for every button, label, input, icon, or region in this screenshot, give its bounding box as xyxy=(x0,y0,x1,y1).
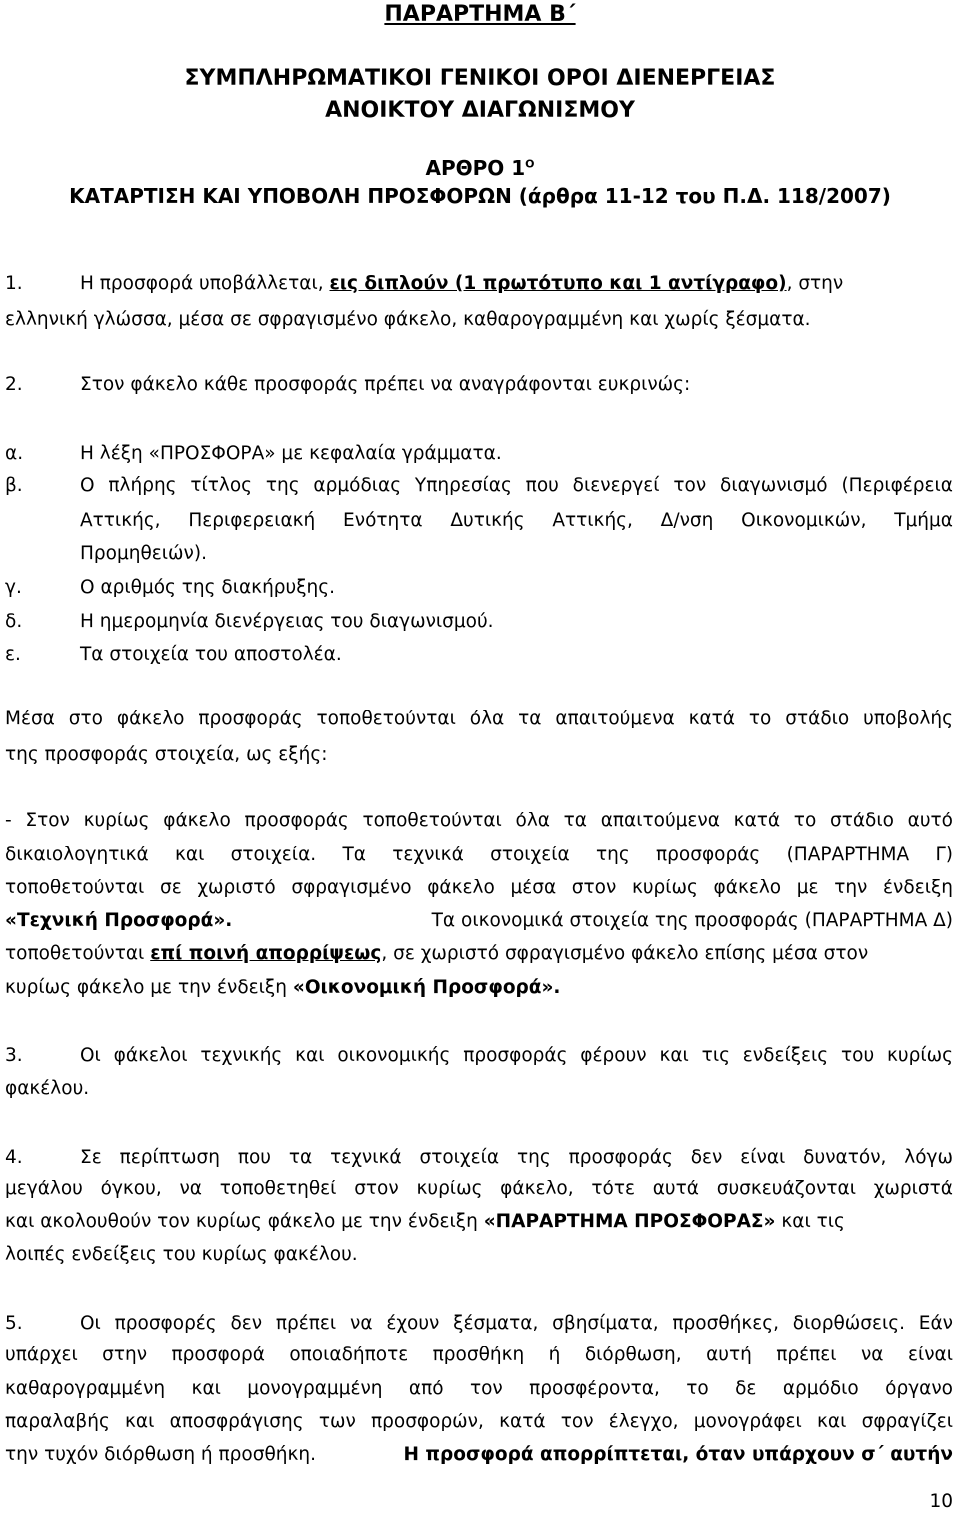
main-envelope-line-4 xyxy=(5,912,953,931)
paragraph-1-text-c: , στην xyxy=(786,273,844,294)
paragraph-2-text: Στον φάκελο κάθε προσφοράς πρέπει να αναγράφονται ευκρινώς: xyxy=(80,374,691,395)
paragraph-5-line-5-a: την τυχόν διόρθωση ή προσθήκη. xyxy=(5,1444,317,1465)
main-envelope-line-4-rest: Τα οικονομικά στοιχεία της προσφοράς (ΠΑΡΑΡΤΗΜΑ Δ) xyxy=(431,910,953,931)
main-envelope-line-1: - Στον κυρίως φάκελο προσφοράς τοποθετούνται όλα τα απαιτούμενα κατά το στάδιο αυτό xyxy=(5,812,953,831)
list-item-label: ε. xyxy=(5,644,21,665)
list-item-text: Τα στοιχεία του αποστολέα. xyxy=(80,644,342,665)
article-label: ΑΡΘΡΟ 1 xyxy=(425,156,526,180)
paragraph-5-line-5 xyxy=(5,1446,953,1465)
inside-envelope-line-1: Μέσα στο φάκελο προσφοράς τοποθετούνται όλα τα απαιτούμενα κατά το στάδιο υποβολής xyxy=(5,710,953,729)
paragraph-3-line-2: φακέλου. xyxy=(5,1078,90,1099)
paragraph-3-line-1: Οι φάκελοι τεχνικής και οικονομικής προσφοράς φέρουν και τις ενδείξεις του κυρίως xyxy=(80,1045,953,1066)
main-title-line-1: ΣΥΜΠΛΗΡΩΜΑΤΙΚΟΙ ΓΕΝΙΚΟΙ ΟΡΟΙ ΔΙΕΝΕΡΓΕΙΑΣ xyxy=(184,66,776,91)
list-item-text: Η λέξη «ΠΡΟΣΦΟΡΑ» με κεφαλαία γράμματα. xyxy=(80,443,502,464)
list-item-text: Ο αριθμός της διακήρυξης. xyxy=(80,577,336,598)
main-title-line-2: ΑΝΟΙΚΤΟΥ ΔΙΑΓΩΝΙΣΜΟΥ xyxy=(325,98,635,123)
main-envelope-line-5-a: τοποθετούνται xyxy=(5,943,145,964)
article-subtitle: ΚΑΤΑΡΤΙΣΗ ΚΑΙ ΥΠΟΒΟΛΗ ΠΡΟΣΦΟΡΩΝ (άρθρα 11-12 του Π.Δ. 118/2007) xyxy=(69,184,891,208)
paragraph-1-number: 1. xyxy=(5,273,23,294)
paragraph-4-line-1: Σε περίπτωση που τα τεχνικά στοιχεία της προσφοράς δεν είναι δυνατόν, λόγω xyxy=(80,1147,953,1168)
article-superscript: Ο xyxy=(525,157,535,171)
financial-offer-label: «Οικονομική Προσφορά». xyxy=(292,977,561,998)
paragraph-4-line-3 xyxy=(5,1213,953,1232)
list-item-label: β. xyxy=(5,475,23,496)
paragraph-5-line-3: καθαρογραμμένη και μονογραμμένη από τον προσφέροντα, το δε αρμόδιο όργανο xyxy=(5,1380,953,1399)
main-envelope-line-5 xyxy=(5,945,953,964)
technical-offer-label: «Τεχνική Προσφορά». xyxy=(5,910,233,931)
paragraph-5-number: 5. xyxy=(5,1313,23,1334)
paragraph-2-number: 2. xyxy=(5,374,23,395)
main-envelope-line-6-a: κυρίως φάκελο με την ένδειξη xyxy=(5,977,287,998)
list-item-text: Προμηθειών). xyxy=(80,543,207,564)
main-envelope-line-5-rest: , σε χωριστό σφραγισμένο φάκελο επίσης μέσα στον xyxy=(381,943,869,964)
paragraph-4-line-2: μεγάλου όγκου, να τοποθετηθεί στον κυρίως φάκελο, τότε αυτά συσκευάζονται χωριστά xyxy=(5,1180,953,1199)
list-item-text: Η ημερομηνία διενέργειας του διαγωνισμού. xyxy=(80,611,494,632)
paragraph-5-line-2: υπάρχει στην προσφορά οποιαδήποτε προσθήκη ή διόρθωση, αυτή πρέπει να είναι xyxy=(5,1346,953,1365)
paragraph-1-line-1 xyxy=(80,273,953,294)
list-item-label: α. xyxy=(5,443,24,464)
paragraph-1-text-a: Η προσφορά υποβάλλεται, xyxy=(80,273,324,294)
list-item-text: Αττικής, Περιφερειακή Ενότητα Δυτικής Αττικής, Δ/νση Οικονομικών, Τμήμα xyxy=(80,510,953,531)
paragraph-1-emphasis: εις διπλούν (1 πρωτότυπο και 1 αντίγραφο) xyxy=(329,273,787,294)
penalty-emphasis: επί ποινή απορρίψεως xyxy=(150,943,382,964)
paragraph-4-line-4: λοιπές ενδείξεις του κυρίως φακέλου. xyxy=(5,1244,358,1265)
main-envelope-line-2: δικαιολογητικά και στοιχεία. Τα τεχνικά στοιχεία της προσφοράς (ΠΑΡΑΡΤΗΜΑ Γ) xyxy=(5,846,953,865)
paragraph-4-number: 4. xyxy=(5,1147,23,1168)
main-envelope-line-6 xyxy=(5,979,953,998)
paragraph-4-line-3-rest: και τις xyxy=(781,1211,845,1232)
list-item-text: Ο πλήρης τίτλος της αρμόδιας Υπηρεσίας που διενεργεί τον διαγωνισμό (Περιφέρεια xyxy=(80,475,953,496)
paragraph-3-number: 3. xyxy=(5,1045,23,1066)
rejection-clause: Η προσφορά απορρίπτεται, όταν υπάρχουν σ΄ αυτήν xyxy=(403,1444,953,1465)
list-item-label: δ. xyxy=(5,611,23,632)
inside-envelope-line-2: της προσφοράς στοιχεία, ως εξής: xyxy=(5,744,328,765)
paragraph-5-line-4: παραλαβής και αποσφράγισης των προσφορών, κατά τον έλεγχο, μονογράφει και σφραγίζει xyxy=(5,1413,953,1432)
paragraph-1-line-2: ελληνική γλώσσα, μέσα σε σφραγισμένο φάκελο, καθαρογραμμένη και χωρίς ξέσματα. xyxy=(5,309,811,330)
list-item-label: γ. xyxy=(5,577,22,598)
article-heading xyxy=(0,156,960,180)
paragraph-5-line-1: Οι προσφορές δεν πρέπει να έχουν ξέσματα, σβησίματα, προσθήκες, διορθώσεις. Εάν xyxy=(80,1313,953,1334)
appendix-offer-label: «ΠΑΡΑΡΤΗΜΑ ΠΡΟΣΦΟΡΑΣ» xyxy=(483,1211,776,1232)
paragraph-4-line-3-a: και ακολουθούν τον κυρίως φάκελο με την ένδειξη xyxy=(5,1211,478,1232)
appendix-title: ΠΑΡΑΡΤΗΜΑ Β΄ xyxy=(384,2,576,27)
main-envelope-line-3: τοποθετούνται σε χωριστό σφραγισμένο φάκελο μέσα στον κυρίως φάκελο με την ένδειξη xyxy=(5,879,953,898)
page-number: 10 xyxy=(929,1491,953,1512)
